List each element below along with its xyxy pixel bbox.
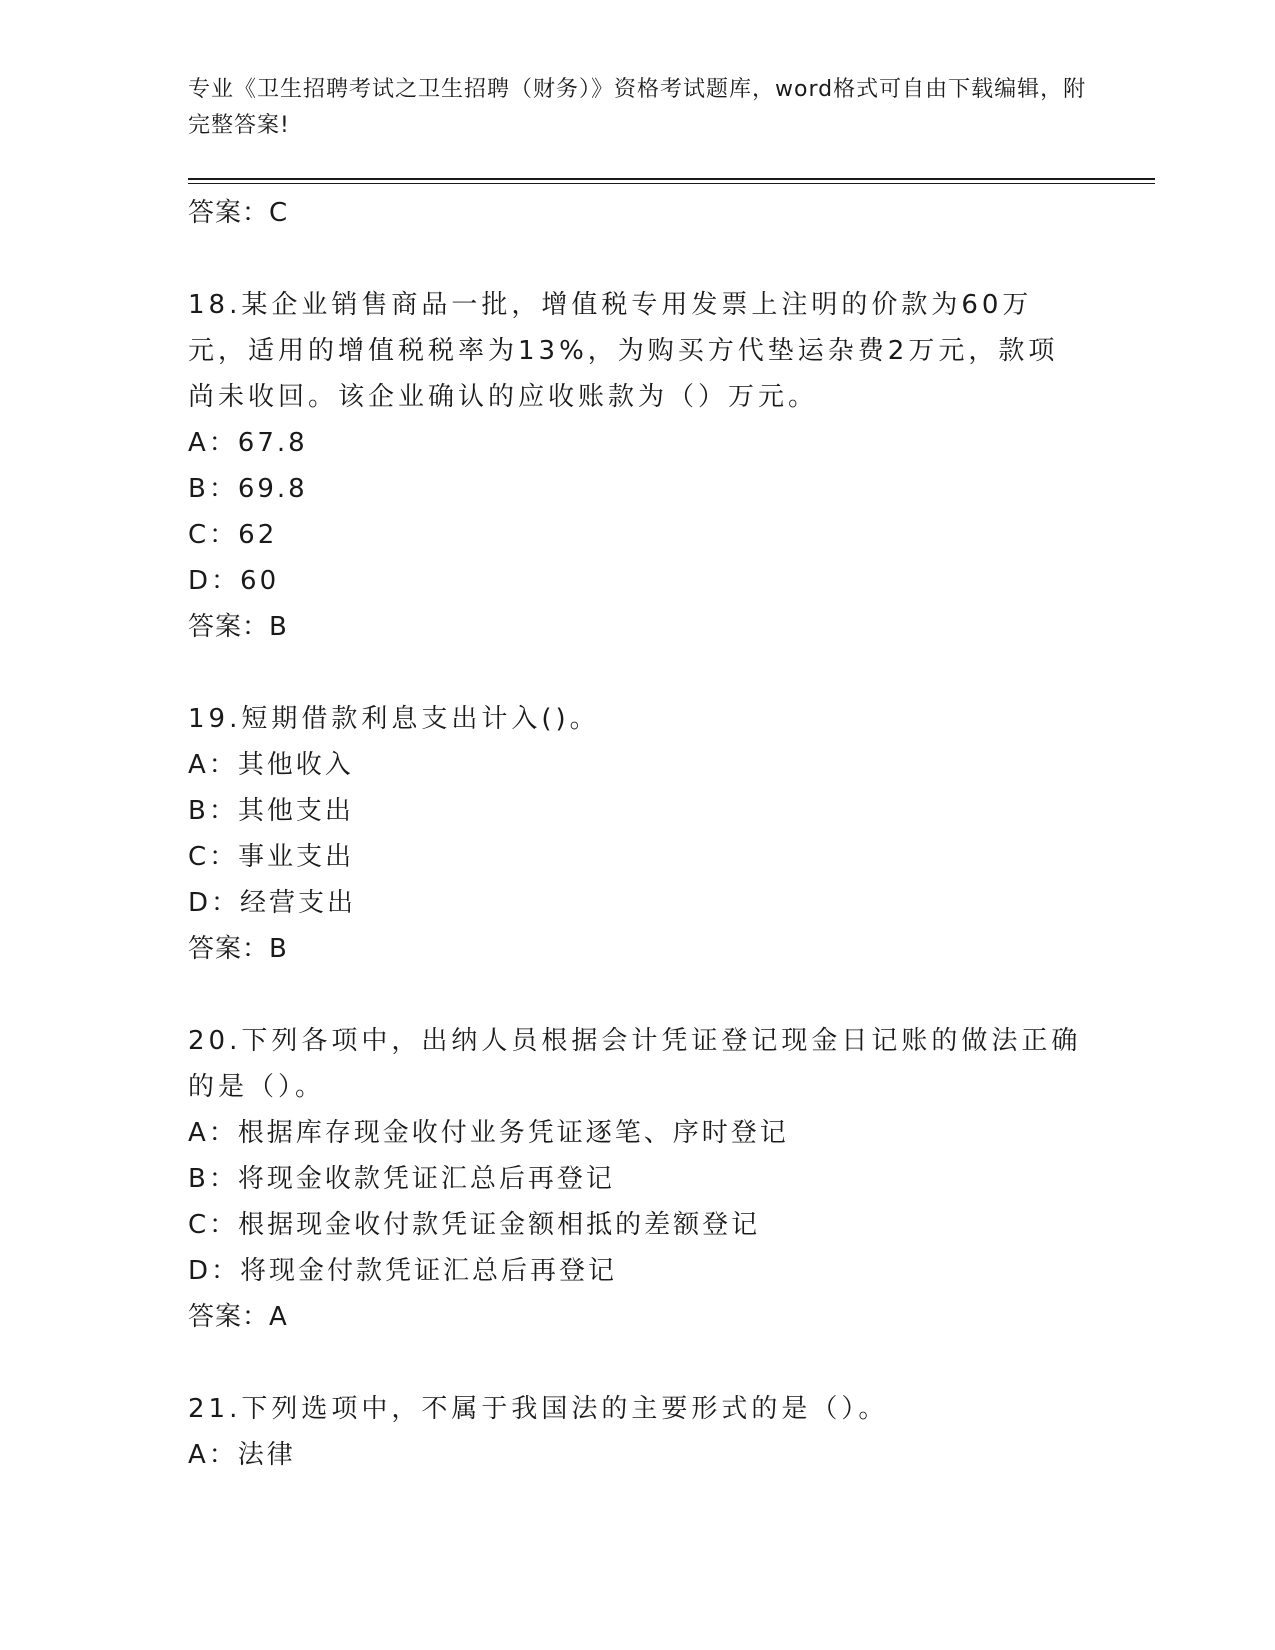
- option-d: D：60: [188, 566, 280, 596]
- question-list: [188, 190, 1088, 1478]
- option-c: C：62: [188, 520, 278, 550]
- question-text: 18.某企业销售商品一批，增值税专用发票上注明的价款为60万元，适用的增值税税率为13%，为购买方代垫运杂费2万元，款项尚未收回。该企业确认的应收账款为（）万元。: [188, 290, 1059, 412]
- option-a: A：其他收入: [188, 750, 354, 780]
- question-text: 21.下列选项中，不属于我国法的主要形式的是（）。: [188, 1394, 889, 1424]
- spacer: [188, 1340, 1088, 1386]
- header-divider-thick: [188, 178, 1155, 180]
- option-a: A：67.8: [188, 428, 308, 458]
- option-a: A：根据库存现金收付业务凭证逐笔、序时登记: [188, 1118, 789, 1148]
- header-divider-thin: [188, 183, 1155, 184]
- option-c: C：事业支出: [188, 842, 355, 872]
- option-b: B：将现金收款凭证汇总后再登记: [188, 1164, 615, 1194]
- header-text: 专业《卫生招聘考试之卫生招聘（财务）》资格考试题库，word格式可自由下载编辑，附完整答案!: [188, 77, 1087, 138]
- spacer: [188, 972, 1088, 1018]
- question-text: 19.短期借款利息支出计入()。: [188, 704, 600, 734]
- question-text: 20.下列各项中，出纳人员根据会计凭证登记现金日记账的做法正确的是（）。: [188, 1026, 1082, 1102]
- option-c: C：根据现金收付款凭证金额相抵的差额登记: [188, 1210, 761, 1240]
- option-b: B：69.8: [188, 474, 308, 504]
- answer-line: 答案：B: [188, 612, 288, 642]
- option-d: D：经营支出: [188, 888, 357, 918]
- document-header: [188, 72, 1088, 144]
- answer-line: 答案：C: [188, 198, 289, 228]
- option-a: A：法律: [188, 1440, 296, 1470]
- option-b: B：其他支出: [188, 796, 354, 826]
- spacer: [188, 236, 1088, 282]
- spacer: [188, 650, 1088, 696]
- option-d: D：将现金付款凭证汇总后再登记: [188, 1256, 618, 1286]
- answer-line: 答案：A: [188, 1302, 288, 1332]
- answer-line: 答案：B: [188, 934, 288, 964]
